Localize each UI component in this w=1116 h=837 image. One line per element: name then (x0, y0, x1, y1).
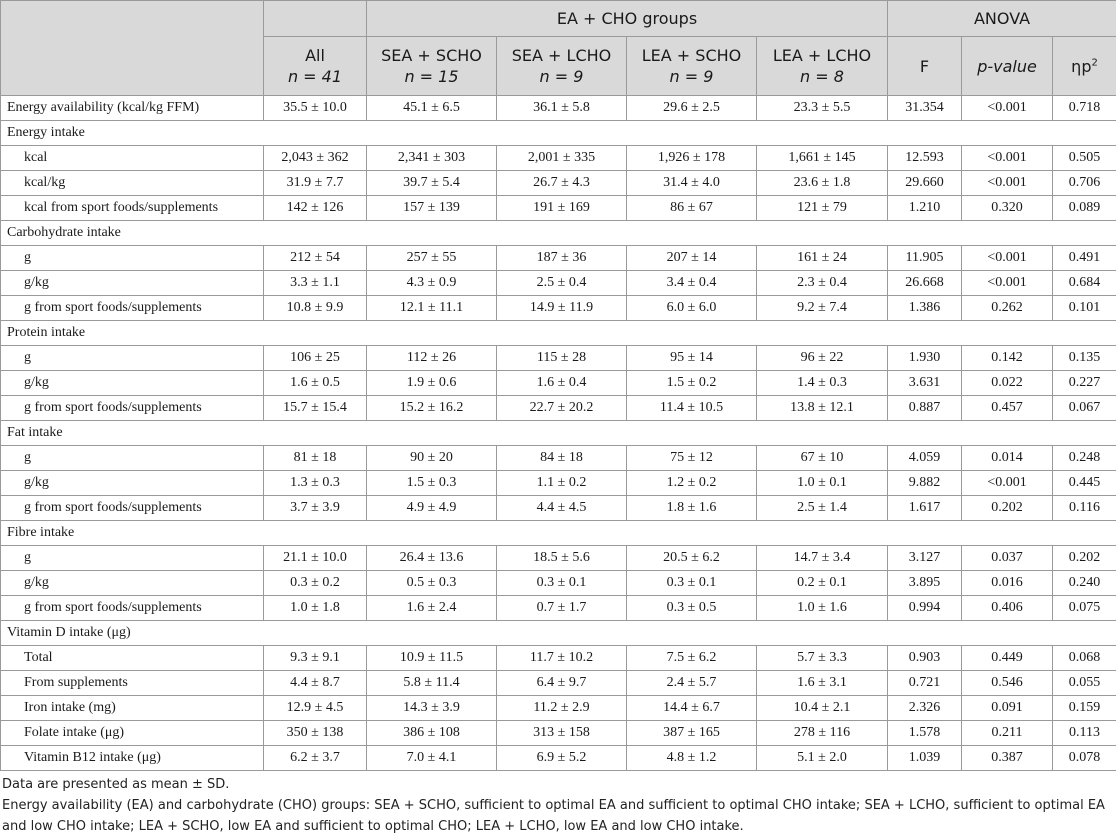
table-cell: 20.5 ± 6.2 (627, 546, 757, 571)
row-label: g (1, 246, 264, 271)
table-row (1, 296, 1116, 321)
table-cell: 0.202 (1053, 546, 1116, 571)
table-cell: 84 ± 18 (497, 446, 627, 471)
table-cell: 4.3 ± 0.9 (367, 271, 497, 296)
table-row (1, 471, 1116, 496)
section-label: Carbohydrate intake (1, 221, 1116, 246)
table-cell: 39.7 ± 5.4 (367, 171, 497, 196)
table-cell: 0.491 (1053, 246, 1116, 271)
section-label: Fat intake (1, 421, 1116, 446)
table-cell: 0.457 (962, 396, 1053, 421)
table-cell: 21.1 ± 10.0 (264, 546, 367, 571)
table-cell: 3.631 (888, 371, 962, 396)
table-cell: 29.660 (888, 171, 962, 196)
table-cell: 12.1 ± 11.1 (367, 296, 497, 321)
table-cell: 1,661 ± 145 (757, 146, 888, 171)
table-cell: 5.8 ± 11.4 (367, 671, 497, 696)
section-row (1, 121, 1116, 146)
table-cell: 36.1 ± 5.8 (497, 96, 627, 121)
row-label: g from sport foods/supplements (1, 296, 264, 321)
table-row (1, 546, 1116, 571)
table-cell: 0.014 (962, 446, 1053, 471)
row-label: g/kg (1, 271, 264, 296)
table-row (1, 271, 1116, 296)
table-cell: 278 ± 116 (757, 721, 888, 746)
table-cell: 3.127 (888, 546, 962, 571)
note-groups: Energy availability (EA) and carbohydrate (CHO) groups: SEA + SCHO, sufficient to optimal EA and sufficient to optimal CHO intake; SEA + LCHO, sufficient to optimal EA and low CHO intake; LEA + SCHO, low EA and sufficient to optimal CHO; LEA + LCHO, low EA and low CHO intake. (2, 798, 1105, 834)
table-cell: 6.4 ± 9.7 (497, 671, 627, 696)
section-row (1, 321, 1116, 346)
row-label: g (1, 446, 264, 471)
table-cell: 0.202 (962, 496, 1053, 521)
table-row (1, 496, 1116, 521)
table-cell: 67 ± 10 (757, 446, 888, 471)
table-cell: 0.075 (1053, 596, 1116, 621)
table-cell: 35.5 ± 10.0 (264, 96, 367, 121)
header-anova-span: ANOVA (888, 1, 1116, 37)
table-cell: 31.354 (888, 96, 962, 121)
table-cell: 112 ± 26 (367, 346, 497, 371)
table-cell: 0.3 ± 0.2 (264, 571, 367, 596)
table-cell: 1.5 ± 0.3 (367, 471, 497, 496)
table-cell: 0.320 (962, 196, 1053, 221)
table-row (1, 246, 1116, 271)
table-cell: 0.022 (962, 371, 1053, 396)
table-row (1, 646, 1116, 671)
row-label: g/kg (1, 571, 264, 596)
table-cell: 386 ± 108 (367, 721, 497, 746)
note-mean-sd: Data are presented as mean ± SD. (2, 777, 230, 792)
table-cell: 5.7 ± 3.3 (757, 646, 888, 671)
table-cell: 2.4 ± 5.7 (627, 671, 757, 696)
table-cell: 0.449 (962, 646, 1053, 671)
table-cell: 31.4 ± 4.0 (627, 171, 757, 196)
table-cell: 0.718 (1053, 96, 1116, 121)
table-cell: 1.578 (888, 721, 962, 746)
header-blank-all (264, 1, 367, 37)
table-cell: 29.6 ± 2.5 (627, 96, 757, 121)
table-cell: 0.016 (962, 571, 1053, 596)
table-cell: 2,001 ± 335 (497, 146, 627, 171)
table-body (1, 96, 1116, 771)
table-cell: 1.6 ± 0.4 (497, 371, 627, 396)
col-header-sea-lcho: SEA + LCHO n = 9 (497, 37, 627, 96)
table-cell: 6.9 ± 5.2 (497, 746, 627, 771)
section-row (1, 621, 1116, 646)
table-row (1, 196, 1116, 221)
table-cell: 81 ± 18 (264, 446, 367, 471)
table-cell: 11.7 ± 10.2 (497, 646, 627, 671)
row-label: Total (1, 646, 264, 671)
table-cell: 191 ± 169 (497, 196, 627, 221)
table-cell: 90 ± 20 (367, 446, 497, 471)
table-cell: 0.078 (1053, 746, 1116, 771)
table-cell: <0.001 (962, 171, 1053, 196)
table-cell: 0.546 (962, 671, 1053, 696)
table-cell: 0.089 (1053, 196, 1116, 221)
table-cell: 0.505 (1053, 146, 1116, 171)
table-cell: 14.9 ± 11.9 (497, 296, 627, 321)
table-row (1, 371, 1116, 396)
table-cell: 3.3 ± 1.1 (264, 271, 367, 296)
table-cell: 5.1 ± 2.0 (757, 746, 888, 771)
table-cell: 23.6 ± 1.8 (757, 171, 888, 196)
col-header-sea-scho: SEA + SCHO n = 15 (367, 37, 497, 96)
row-label: From supplements (1, 671, 264, 696)
table-cell: 0.262 (962, 296, 1053, 321)
section-row (1, 521, 1116, 546)
row-label: g from sport foods/supplements (1, 396, 264, 421)
row-label: Iron intake (mg) (1, 696, 264, 721)
table-row (1, 746, 1116, 771)
table-cell: 0.135 (1053, 346, 1116, 371)
table-cell: 1.0 ± 1.6 (757, 596, 888, 621)
table-cell: 1.0 ± 1.8 (264, 596, 367, 621)
table-cell: 4.4 ± 4.5 (497, 496, 627, 521)
table-cell: 95 ± 14 (627, 346, 757, 371)
table-cell: 1.1 ± 0.2 (497, 471, 627, 496)
table-cell: 96 ± 22 (757, 346, 888, 371)
table-row (1, 596, 1116, 621)
table-cell: 10.9 ± 11.5 (367, 646, 497, 671)
table-row (1, 696, 1116, 721)
table-cell: 2,341 ± 303 (367, 146, 497, 171)
table-cell: 1.930 (888, 346, 962, 371)
section-label: Vitamin D intake (μg) (1, 621, 1116, 646)
table-cell: 4.9 ± 4.9 (367, 496, 497, 521)
table-cell: 0.3 ± 0.1 (627, 571, 757, 596)
table-cell: 0.116 (1053, 496, 1116, 521)
table-cell: 0.055 (1053, 671, 1116, 696)
row-label: g (1, 346, 264, 371)
table-cell: 12.593 (888, 146, 962, 171)
table-cell: 1.0 ± 0.1 (757, 471, 888, 496)
table-cell: 14.7 ± 3.4 (757, 546, 888, 571)
table-cell: 10.8 ± 9.9 (264, 296, 367, 321)
table-cell: 0.7 ± 1.7 (497, 596, 627, 621)
table-cell: 1.6 ± 3.1 (757, 671, 888, 696)
table-cell: 86 ± 67 (627, 196, 757, 221)
table-cell: 313 ± 158 (497, 721, 627, 746)
col-header-lea-lcho: LEA + LCHO n = 8 (757, 37, 888, 96)
table-cell: <0.001 (962, 96, 1053, 121)
table-row (1, 346, 1116, 371)
table-cell: 0.067 (1053, 396, 1116, 421)
table-cell: 0.068 (1053, 646, 1116, 671)
table-cell: 18.5 ± 5.6 (497, 546, 627, 571)
table-cell: 0.3 ± 0.5 (627, 596, 757, 621)
table-cell: 0.248 (1053, 446, 1116, 471)
table-notes (0, 774, 1116, 837)
table-cell: 11.905 (888, 246, 962, 271)
table-row (1, 146, 1116, 171)
section-row (1, 221, 1116, 246)
table-cell: 0.994 (888, 596, 962, 621)
header-group-span: EA + CHO groups (367, 1, 888, 37)
table-cell: 11.2 ± 2.9 (497, 696, 627, 721)
section-label: Fibre intake (1, 521, 1116, 546)
table-cell: 161 ± 24 (757, 246, 888, 271)
table-cell: 121 ± 79 (757, 196, 888, 221)
table-cell: 0.3 ± 0.1 (497, 571, 627, 596)
row-label: g/kg (1, 471, 264, 496)
table-cell: 2.5 ± 1.4 (757, 496, 888, 521)
table-cell: 15.2 ± 16.2 (367, 396, 497, 421)
table-cell: 7.5 ± 6.2 (627, 646, 757, 671)
table-cell: 0.211 (962, 721, 1053, 746)
table-cell: 0.142 (962, 346, 1053, 371)
col-header-all: All n = 41 (264, 37, 367, 96)
table-cell: <0.001 (962, 271, 1053, 296)
table-cell: 1.9 ± 0.6 (367, 371, 497, 396)
table-cell: 9.2 ± 7.4 (757, 296, 888, 321)
table-row (1, 571, 1116, 596)
table-cell: <0.001 (962, 246, 1053, 271)
table-cell: 10.4 ± 2.1 (757, 696, 888, 721)
table-cell: 3.7 ± 3.9 (264, 496, 367, 521)
table-cell: 0.227 (1053, 371, 1116, 396)
table-cell: 0.091 (962, 696, 1053, 721)
table-cell: 157 ± 139 (367, 196, 497, 221)
col-header-lea-scho: LEA + SCHO n = 9 (627, 37, 757, 96)
table-cell: 0.406 (962, 596, 1053, 621)
table-cell: 0.887 (888, 396, 962, 421)
table-cell: 2.5 ± 0.4 (497, 271, 627, 296)
table-cell: 3.895 (888, 571, 962, 596)
table-cell: 1.6 ± 0.5 (264, 371, 367, 396)
table-cell: 1.5 ± 0.2 (627, 371, 757, 396)
table-cell: 4.059 (888, 446, 962, 471)
section-label: Protein intake (1, 321, 1116, 346)
table-cell: 3.4 ± 0.4 (627, 271, 757, 296)
table-cell: 0.387 (962, 746, 1053, 771)
section-row (1, 421, 1116, 446)
table-cell: 142 ± 126 (264, 196, 367, 221)
col-header-p-value: p-value (962, 37, 1053, 96)
table-cell: 6.2 ± 3.7 (264, 746, 367, 771)
table-cell: 9.3 ± 9.1 (264, 646, 367, 671)
table-cell: 212 ± 54 (264, 246, 367, 271)
table-cell: 2,043 ± 362 (264, 146, 367, 171)
table-cell: 15.7 ± 15.4 (264, 396, 367, 421)
table-cell: 11.4 ± 10.5 (627, 396, 757, 421)
table-cell: 14.4 ± 6.7 (627, 696, 757, 721)
table-cell: 0.721 (888, 671, 962, 696)
table-cell: 75 ± 12 (627, 446, 757, 471)
table-cell: 0.903 (888, 646, 962, 671)
table-cell: <0.001 (962, 146, 1053, 171)
col-header-f: F (888, 37, 962, 96)
table-row (1, 671, 1116, 696)
table-cell: 9.882 (888, 471, 962, 496)
row-label: g/kg (1, 371, 264, 396)
table-cell: 1.210 (888, 196, 962, 221)
table-cell: 23.3 ± 5.5 (757, 96, 888, 121)
table-cell: 1,926 ± 178 (627, 146, 757, 171)
table-cell: 31.9 ± 7.7 (264, 171, 367, 196)
row-label: kcal (1, 146, 264, 171)
row-label: Vitamin B12 intake (μg) (1, 746, 264, 771)
table-cell: 1.6 ± 2.4 (367, 596, 497, 621)
table-cell: 22.7 ± 20.2 (497, 396, 627, 421)
table-cell: 1.8 ± 1.6 (627, 496, 757, 521)
table-cell: 7.0 ± 4.1 (367, 746, 497, 771)
header-blank-cell (1, 1, 264, 96)
table-cell: 1.617 (888, 496, 962, 521)
row-label: kcal from sport foods/supplements (1, 196, 264, 221)
table-cell: 6.0 ± 6.0 (627, 296, 757, 321)
table-cell: 13.8 ± 12.1 (757, 396, 888, 421)
header-row-groups (1, 1, 1116, 37)
table-cell: 26.4 ± 13.6 (367, 546, 497, 571)
table-cell: 1.2 ± 0.2 (627, 471, 757, 496)
table-cell: 4.8 ± 1.2 (627, 746, 757, 771)
table-cell: 12.9 ± 4.5 (264, 696, 367, 721)
table-cell: 350 ± 138 (264, 721, 367, 746)
table-cell: 26.7 ± 4.3 (497, 171, 627, 196)
table-cell: 1.386 (888, 296, 962, 321)
table-cell: 207 ± 14 (627, 246, 757, 271)
section-label: Energy intake (1, 121, 1116, 146)
table-row (1, 396, 1116, 421)
row-label: g from sport foods/supplements (1, 496, 264, 521)
row-label: Energy availability (kcal/kg FFM) (1, 96, 264, 121)
col-header-eta-p2: $\eta p^2$ (1053, 37, 1116, 96)
table-cell: 0.2 ± 0.1 (757, 571, 888, 596)
table-cell: 4.4 ± 8.7 (264, 671, 367, 696)
table-row (1, 721, 1116, 746)
table-cell: 1.3 ± 0.3 (264, 471, 367, 496)
table-cell: 0.113 (1053, 721, 1116, 746)
table-cell: 0.684 (1053, 271, 1116, 296)
row-label: kcal/kg (1, 171, 264, 196)
table-cell: 0.101 (1053, 296, 1116, 321)
row-label: Folate intake (μg) (1, 721, 264, 746)
table-cell: 0.5 ± 0.3 (367, 571, 497, 596)
table-cell: 45.1 ± 6.5 (367, 96, 497, 121)
table-row (1, 96, 1116, 121)
table-cell: 0.445 (1053, 471, 1116, 496)
table-cell: 0.159 (1053, 696, 1116, 721)
table-cell: <0.001 (962, 471, 1053, 496)
table-cell: 0.037 (962, 546, 1053, 571)
table-cell: 0.240 (1053, 571, 1116, 596)
table-row (1, 171, 1116, 196)
table-cell: 187 ± 36 (497, 246, 627, 271)
table-cell: 106 ± 25 (264, 346, 367, 371)
row-label: g from sport foods/supplements (1, 596, 264, 621)
table-cell: 115 ± 28 (497, 346, 627, 371)
table-cell: 14.3 ± 3.9 (367, 696, 497, 721)
table-cell: 257 ± 55 (367, 246, 497, 271)
table-cell: 1.4 ± 0.3 (757, 371, 888, 396)
row-label: g (1, 546, 264, 571)
table-cell: 1.039 (888, 746, 962, 771)
table-cell: 0.706 (1053, 171, 1116, 196)
table-cell: 2.326 (888, 696, 962, 721)
table-cell: 26.668 (888, 271, 962, 296)
table-cell: 387 ± 165 (627, 721, 757, 746)
table-row (1, 446, 1116, 471)
table-cell: 2.3 ± 0.4 (757, 271, 888, 296)
